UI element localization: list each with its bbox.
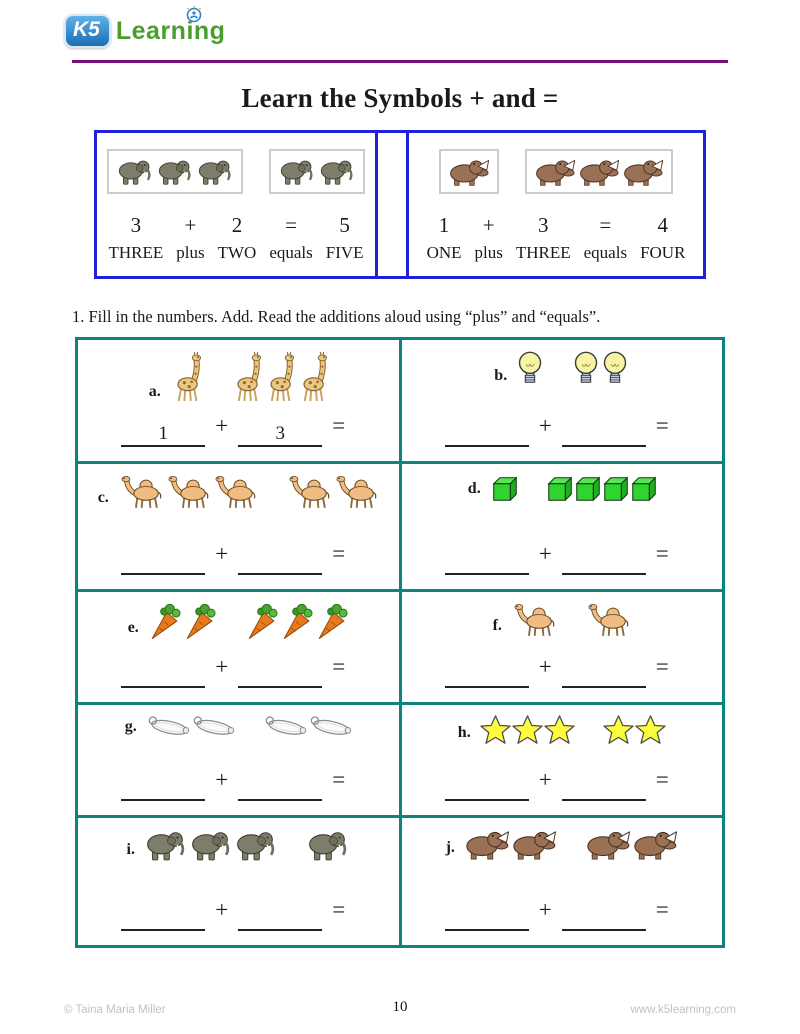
answer-blank-1 [445, 907, 529, 931]
plus-sign: + [538, 897, 552, 922]
carrot-icon [280, 602, 314, 640]
equation-word: TWO [217, 243, 257, 262]
answer-blank-1 [445, 423, 529, 447]
exercise-grid [75, 337, 725, 948]
camel-icon [585, 602, 631, 638]
plus-sign: + [184, 213, 197, 237]
icon-group-2 [585, 828, 678, 860]
answer-blank-2 [238, 551, 322, 575]
elephant-icon [189, 828, 233, 862]
safety-pin-icon [261, 711, 309, 744]
exercise-cell-5 [402, 592, 723, 702]
header-rule [72, 60, 728, 63]
equation-word: FOUR [640, 243, 686, 262]
icon-group-2 [230, 350, 328, 404]
answer-blank-1 [445, 777, 529, 801]
picture-frame [439, 149, 499, 194]
equation-number: 4 [657, 213, 668, 237]
logo-k5-text: K5 [73, 18, 100, 41]
answer-blank-2 [238, 664, 322, 688]
elephant-icon [196, 157, 234, 186]
star-icon [603, 715, 634, 745]
page-footer [64, 998, 736, 1016]
equals-sign: = [655, 413, 669, 438]
cube-icon [601, 474, 628, 501]
equation-number: 1 [438, 213, 450, 237]
page-title: Learn the Symbols + and = [241, 83, 559, 113]
star-icon [635, 715, 666, 745]
k5-learning-logo [64, 14, 225, 48]
carrot-icon [315, 602, 349, 640]
picture-frame [269, 149, 365, 194]
answer-blank-2 [562, 777, 646, 801]
star-icon [512, 715, 543, 745]
icon-group-2 [245, 602, 349, 640]
giraffe-icon [170, 350, 202, 404]
exercise-label: d. [467, 480, 481, 497]
plus-sign: + [215, 767, 229, 792]
logo-person-icon [185, 6, 203, 24]
elephant-icon [306, 828, 350, 862]
answer-blank-1 [121, 777, 205, 801]
hippo-icon [448, 157, 490, 186]
giraffe-icon [296, 350, 328, 404]
equation-number: 2 [231, 213, 243, 237]
icon-group-2 [286, 474, 379, 510]
answer-blank-1: 1 [121, 423, 205, 447]
equals-sign: = [655, 897, 669, 922]
answer-blank-2 [238, 907, 322, 931]
safety-pin-icon [306, 711, 354, 744]
safety-pin-icon [189, 711, 237, 744]
example-box-connector [378, 130, 406, 279]
exercise-cell-9 [402, 818, 723, 945]
elephant-icon [156, 157, 194, 186]
page-header [0, 0, 800, 50]
instruction-text: 1. Fill in the numbers. Add. Read the additions aloud using “plus” and “equals”. [72, 307, 601, 326]
hippo-icon [534, 157, 576, 186]
equation-word: equals [583, 243, 628, 262]
equals-sign: = [332, 413, 346, 438]
answer-blank-1 [121, 551, 205, 575]
cube-icon [545, 474, 572, 501]
icon-group-1 [480, 715, 575, 745]
exercise-label: b. [494, 367, 508, 384]
equation-word: THREE [108, 243, 164, 262]
example-equation [107, 210, 365, 266]
icon-group-1 [144, 828, 278, 862]
equals-sign: = [332, 654, 346, 679]
elephant-icon [318, 157, 356, 186]
answer-blank-2 [238, 777, 322, 801]
example-equation [419, 210, 693, 266]
hippo-icon [632, 828, 678, 860]
lightbulb-icon [516, 350, 544, 388]
icon-group-1 [464, 828, 557, 860]
plus-sign: + [538, 413, 552, 438]
k5-logo-book [64, 14, 111, 48]
answer-blank-1 [445, 551, 529, 575]
equals-sign: = [599, 213, 612, 237]
icon-group-2 [572, 350, 629, 388]
copyright-text: © Taina Maria Miller [64, 1004, 166, 1016]
icon-group-2 [545, 474, 656, 501]
hippo-icon [585, 828, 631, 860]
exercise-label: e. [127, 619, 139, 636]
exercise-label: h. [457, 724, 471, 741]
plus-sign: + [538, 767, 552, 792]
equation-word: FIVE [325, 243, 364, 262]
exercise-label: j. [445, 839, 455, 856]
equals-sign: = [655, 654, 669, 679]
carrot-icon [183, 602, 217, 640]
elephant-icon [116, 157, 154, 186]
answer-blank-1 [121, 907, 205, 931]
icon-group-2 [603, 715, 666, 745]
carrot-icon [148, 602, 182, 640]
exercise-cell-6 [78, 705, 399, 815]
elephant-icon [278, 157, 316, 186]
answer-blank-2 [562, 423, 646, 447]
equation-word: plus [176, 243, 205, 262]
exercise-cell-1 [402, 340, 723, 461]
icon-group-1 [490, 474, 517, 501]
exercise-cell-3 [402, 464, 723, 589]
answer-blank-2 [562, 907, 646, 931]
icon-group-1 [511, 602, 557, 638]
icon-group-1 [170, 350, 202, 404]
equation-number: 3 [538, 213, 549, 237]
equation-word: equals [269, 243, 313, 262]
answer-blank-1 [445, 664, 529, 688]
hippo-icon [511, 828, 557, 860]
lightbulb-icon [601, 350, 629, 388]
logo-learning-text: Learning [115, 16, 226, 45]
star-icon [544, 715, 575, 745]
elephant-icon [144, 828, 188, 862]
plus-sign: + [482, 213, 495, 237]
exercise-cell-8 [78, 818, 399, 945]
icon-group-1 [516, 350, 544, 388]
hippo-icon [578, 157, 620, 186]
cube-icon [573, 474, 600, 501]
plus-sign: + [215, 654, 229, 679]
icon-group-1 [146, 715, 235, 739]
exercise-cell-2 [78, 464, 399, 589]
equation-word: plus [474, 243, 503, 262]
giraffe-icon [230, 350, 262, 404]
safety-pin-icon [144, 711, 192, 744]
answer-blank-2: 3 [238, 423, 322, 447]
exercise-label: i. [126, 841, 135, 858]
icon-group-2 [263, 715, 352, 739]
picture-frame [525, 149, 673, 194]
carrot-icon [245, 602, 279, 640]
answer-blank-2 [562, 551, 646, 575]
exercise-cell-4 [78, 592, 399, 702]
cube-icon [490, 474, 517, 501]
equals-sign: = [332, 767, 346, 792]
exercise-label: f. [492, 617, 502, 634]
plus-sign: + [215, 897, 229, 922]
exercise-cell-0 [78, 340, 399, 461]
equals-sign: = [655, 541, 669, 566]
exercise-cell-7 [402, 705, 723, 815]
website-text: www.k5learning.com [630, 1004, 736, 1016]
camel-icon [118, 474, 164, 510]
answer-blank-1 [121, 664, 205, 688]
plus-sign: + [215, 541, 229, 566]
elephant-icon [234, 828, 278, 862]
equation-word: ONE [426, 243, 462, 262]
equation-number: 5 [339, 213, 350, 237]
plus-sign: + [538, 654, 552, 679]
camel-icon [212, 474, 258, 510]
examples-section [0, 130, 800, 279]
camel-icon [286, 474, 332, 510]
icon-group-1 [148, 602, 217, 640]
icon-group-1 [118, 474, 258, 510]
hippo-icon [464, 828, 510, 860]
giraffe-icon [263, 350, 295, 404]
equation-word: THREE [515, 243, 571, 262]
page-number: 10 [392, 999, 408, 1015]
icon-group-2 [306, 828, 350, 862]
hippo-icon [622, 157, 664, 186]
camel-icon [333, 474, 379, 510]
star-icon [480, 715, 511, 745]
example-box-left [94, 130, 378, 279]
example-box-right [406, 130, 706, 279]
equals-sign: = [332, 897, 346, 922]
plus-sign: + [215, 413, 229, 438]
camel-icon [165, 474, 211, 510]
answer-blank-2 [562, 664, 646, 688]
picture-frame [107, 149, 243, 194]
lightbulb-icon [572, 350, 600, 388]
equals-sign: = [655, 767, 669, 792]
cube-icon [629, 474, 656, 501]
icon-group-2 [585, 602, 631, 638]
exercise-label: c. [97, 489, 109, 506]
equation-number: 3 [130, 213, 142, 237]
exercise-label: g. [124, 718, 137, 735]
equals-sign: = [285, 213, 297, 237]
plus-sign: + [538, 541, 552, 566]
camel-icon [511, 602, 557, 638]
equals-sign: = [332, 541, 346, 566]
exercise-label: a. [148, 383, 161, 400]
